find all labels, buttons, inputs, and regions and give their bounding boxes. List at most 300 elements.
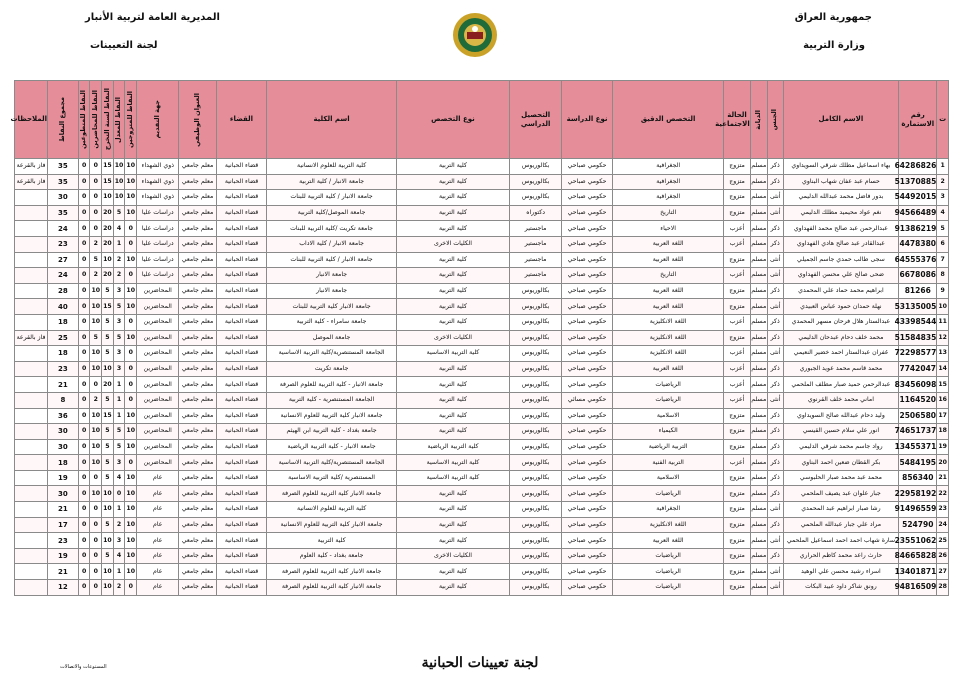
row-study-type: حكومي صباحي: [562, 502, 613, 518]
row-degree: بكالوريوس: [510, 470, 562, 486]
row-spec-type: كلية التربية: [396, 159, 509, 175]
row-points-average: 10: [113, 190, 125, 206]
row-job-title: معلم جامعي: [179, 361, 216, 377]
row-spec-type: كلية التربية: [396, 174, 509, 190]
row-college: كلية التربية للعلوم الانسانية: [267, 159, 396, 175]
row-spec-type: كلية التربية: [396, 424, 509, 440]
row-points-grad-year: 5: [102, 283, 114, 299]
row-total-points: 18: [48, 314, 79, 330]
row-gender: أنثى: [767, 564, 783, 580]
row-study-type: حكومي صباحي: [562, 439, 613, 455]
row-job-title: معلم جامعي: [179, 377, 216, 393]
row-points-married: 10: [125, 190, 137, 206]
row-religion: مسلم: [750, 346, 767, 362]
row-points-married: 10: [125, 159, 137, 175]
row-study-type: حكومي صباحي: [562, 517, 613, 533]
row-applicant-type: المحاضرين: [137, 408, 179, 424]
row-district: قضاء الحبانية: [216, 424, 267, 440]
row-points-grad-year: 5: [102, 346, 114, 362]
row-district: قضاء الحبانية: [216, 502, 267, 518]
row-applicant-type: دراسات عليا: [137, 221, 179, 237]
row-notes: [15, 314, 48, 330]
table-row: [15, 470, 949, 486]
row-specialty: الرياضيات: [612, 486, 723, 502]
row-points-married: 0: [125, 361, 137, 377]
row-job-title: معلم جامعي: [179, 221, 216, 237]
row-applicant-type: عام: [137, 517, 179, 533]
row-gender: ذكر: [767, 517, 783, 533]
row-seq: 13: [937, 346, 949, 362]
row-points-lecturers: 10: [90, 314, 102, 330]
row-applicant-type: عام: [137, 486, 179, 502]
row-spec-type: كلية التربية: [396, 408, 509, 424]
row-religion: مسلم: [750, 455, 767, 471]
row-marital: متزوج: [724, 439, 751, 455]
row-points-lecturers: 5: [90, 252, 102, 268]
row-points-lecturers: 10: [90, 299, 102, 315]
row-total-points: 35: [48, 174, 79, 190]
row-applicant-type: دراسات عليا: [137, 236, 179, 252]
row-points-married: 10: [125, 283, 137, 299]
row-gender: ذكر: [767, 455, 783, 471]
row-points-volunteers: 0: [78, 314, 90, 330]
table-row: [15, 252, 949, 268]
row-marital: متزوج: [724, 330, 751, 346]
row-religion: مسلم: [750, 236, 767, 252]
row-gender: أنثى: [767, 392, 783, 408]
row-points-grad-year: 10: [102, 252, 114, 268]
row-notes: فاز بالقرعة: [15, 174, 48, 190]
row-college: جامعة الانبار كلية التربية للبنات: [267, 299, 396, 315]
row-points-average: 5: [113, 330, 125, 346]
row-points-grad-year: 10: [102, 580, 114, 596]
row-points-lecturers: 0: [90, 159, 102, 175]
row-degree: بكالوريوس: [510, 361, 562, 377]
row-applicant-type: عام: [137, 580, 179, 596]
row-points-grad-year: 20: [102, 377, 114, 393]
row-points-married: 10: [125, 486, 137, 502]
table-row: [15, 502, 949, 518]
row-district: قضاء الحبانية: [216, 361, 267, 377]
row-degree: بكالوريوس: [510, 548, 562, 564]
row-applicant-type: ذوي الشهداء: [137, 174, 179, 190]
row-points-married: 10: [125, 299, 137, 315]
row-seq: 4: [937, 205, 949, 221]
row-points-volunteers: 0: [78, 517, 90, 533]
row-total-points: 23: [48, 361, 79, 377]
row-marital: متزوج: [724, 502, 751, 518]
row-seq: 20: [937, 455, 949, 471]
row-degree: بكالوريوس: [510, 486, 562, 502]
row-religion: مسلم: [750, 517, 767, 533]
row-spec-type: كلية التربية: [396, 377, 509, 393]
col-seq: ت: [937, 81, 949, 159]
row-applicant-type: عام: [137, 533, 179, 549]
table-row: [15, 377, 949, 393]
row-points-married: 10: [125, 533, 137, 549]
row-points-volunteers: 0: [78, 502, 90, 518]
row-seq: 8: [937, 268, 949, 284]
row-district: قضاء الحبانية: [216, 533, 267, 549]
row-total-points: 35: [48, 159, 79, 175]
row-form-no: 94816509: [899, 580, 937, 596]
row-form-no: 51584835: [899, 330, 937, 346]
row-points-grad-year: 5: [102, 424, 114, 440]
row-points-volunteers: 0: [78, 533, 90, 549]
row-spec-type: كلية التربية الرياضية: [396, 439, 509, 455]
row-applicant-type: المحاضرين: [137, 377, 179, 393]
row-specialty: الكيمياء: [612, 424, 723, 440]
row-gender: أنثى: [767, 268, 783, 284]
row-points-grad-year: 5: [102, 439, 114, 455]
row-degree: ماجستير: [510, 268, 562, 284]
row-notes: [15, 470, 48, 486]
row-district: قضاء الحبانية: [216, 252, 267, 268]
row-applicant-type: دراسات عليا: [137, 268, 179, 284]
row-full-name: حارث راعد محمد كاظم الحراري: [783, 548, 899, 564]
row-points-average: 3: [113, 346, 125, 362]
row-district: قضاء الحبانية: [216, 314, 267, 330]
row-points-married: 10: [125, 174, 137, 190]
row-points-lecturers: 10: [90, 346, 102, 362]
row-full-name: سجى طالب حمدي جاسم الجميلي: [783, 252, 899, 268]
row-applicant-type: المحاضرين: [137, 283, 179, 299]
row-full-name: بهاء اسماعيل مطلك شرقي السويداوي: [783, 159, 899, 175]
row-gender: أنثى: [767, 346, 783, 362]
row-points-grad-year: 10: [102, 533, 114, 549]
row-points-lecturers: 0: [90, 548, 102, 564]
row-district: قضاء الحبانية: [216, 580, 267, 596]
row-notes: [15, 252, 48, 268]
row-full-name: عبدالقادر عبد صالح هادي الفهداوي: [783, 236, 899, 252]
row-spec-type: كلية التربية: [396, 221, 509, 237]
row-points-married: 10: [125, 252, 137, 268]
row-points-lecturers: 0: [90, 377, 102, 393]
row-job-title: معلم جامعي: [179, 252, 216, 268]
row-points-lecturers: 0: [90, 564, 102, 580]
row-points-volunteers: 0: [78, 283, 90, 299]
row-seq: 14: [937, 361, 949, 377]
row-points-lecturers: 0: [90, 580, 102, 596]
row-points-volunteers: 0: [78, 205, 90, 221]
row-applicant-type: المحاضرين: [137, 299, 179, 315]
row-points-lecturers: 0: [90, 221, 102, 237]
table-row: [15, 486, 949, 502]
row-points-grad-year: 5: [102, 455, 114, 471]
col-notes: الملاحظات: [15, 81, 48, 159]
row-spec-type: كلية التربية الاساسية: [396, 346, 509, 362]
row-points-lecturers: 2: [90, 392, 102, 408]
row-total-points: 19: [48, 470, 79, 486]
row-job-title: معلم جامعي: [179, 486, 216, 502]
row-notes: فاز بالقرعة: [15, 159, 48, 175]
row-job-title: معلم جامعي: [179, 564, 216, 580]
row-points-grad-year: 5: [102, 314, 114, 330]
table-row: [15, 236, 949, 252]
row-full-name: محمد عبد محمد صبار الحلبوسي: [783, 470, 899, 486]
col-study-type: نوع الدراسة: [562, 81, 613, 159]
row-points-grad-year: 5: [102, 548, 114, 564]
row-points-grad-year: 5: [102, 330, 114, 346]
row-college: الجامعة المستنصرية/كلية التربية الاساسية: [267, 455, 396, 471]
row-applicant-type: ذوي الشهداء: [137, 190, 179, 206]
table-row: [15, 330, 949, 346]
table-row: [15, 159, 949, 175]
row-marital: أعزب: [724, 314, 751, 330]
row-study-type: حكومي صباحي: [562, 470, 613, 486]
row-spec-type: الكليات الاخرى: [396, 330, 509, 346]
row-total-points: 25: [48, 330, 79, 346]
row-seq: 3: [937, 190, 949, 206]
row-full-name: عبدالرحمن عبد صالح محمد الفهداوي: [783, 221, 899, 237]
row-college: جامعة الانبار: [267, 268, 396, 284]
row-points-volunteers: 0: [78, 455, 90, 471]
row-notes: [15, 439, 48, 455]
table-row: [15, 346, 949, 362]
row-college: جامعة الانبار / كلية التربية للبنات: [267, 252, 396, 268]
row-seq: 12: [937, 330, 949, 346]
row-college: جامعة الانبار: [267, 283, 396, 299]
row-district: قضاء الحبانية: [216, 392, 267, 408]
row-form-no: 856340: [899, 470, 937, 486]
row-seq: 25: [937, 533, 949, 549]
table-row: [15, 392, 949, 408]
col-marital: الحالة الاجتماعية: [724, 81, 751, 159]
row-form-no: 94566489: [899, 205, 937, 221]
row-applicant-type: المحاضرين: [137, 439, 179, 455]
row-religion: مسلم: [750, 502, 767, 518]
row-gender: ذكر: [767, 424, 783, 440]
row-specialty: الاسلامية: [612, 408, 723, 424]
row-college: الجامعة المستنصرية - كلية التربية: [267, 392, 396, 408]
row-points-volunteers: 0: [78, 439, 90, 455]
row-points-volunteers: 0: [78, 392, 90, 408]
row-college: جامعة الانبار كلية التربية للعلوم الانسانية: [267, 408, 396, 424]
row-points-average: 1: [113, 377, 125, 393]
row-points-grad-year: 10: [102, 361, 114, 377]
row-full-name: اماني محمد خلف القرنوي: [783, 392, 899, 408]
col-spec-type: نوع التخصص: [396, 81, 509, 159]
row-study-type: حكومي صباحي: [562, 346, 613, 362]
row-seq: 9: [937, 283, 949, 299]
row-specialty: التاريخ: [612, 268, 723, 284]
row-specialty: التربية الفنية: [612, 455, 723, 471]
row-points-grad-year: 5: [102, 392, 114, 408]
row-religion: مسلم: [750, 580, 767, 596]
row-notes: فاز بالقرعة: [15, 330, 48, 346]
header-ministry-country: جمهورية العراق: [794, 12, 872, 23]
row-study-type: حكومي صباحي: [562, 174, 613, 190]
row-specialty: الرياضيات: [612, 392, 723, 408]
row-points-married: 10: [125, 548, 137, 564]
row-spec-type: كلية التربية: [396, 392, 509, 408]
row-notes: [15, 533, 48, 549]
table-row: [15, 268, 949, 284]
row-points-average: 5: [113, 299, 125, 315]
row-college: الجامعة المستنصرية/كلية التربية الاساسية: [267, 346, 396, 362]
row-points-average: 3: [113, 533, 125, 549]
row-points-volunteers: 0: [78, 159, 90, 175]
header-committee: لجنة التعيينات: [90, 40, 158, 51]
row-job-title: معلم جامعي: [179, 236, 216, 252]
row-district: قضاء الحبانية: [216, 299, 267, 315]
row-study-type: حكومي صباحي: [562, 580, 613, 596]
row-study-type: حكومي صباحي: [562, 299, 613, 315]
row-district: قضاء الحبانية: [216, 564, 267, 580]
row-notes: [15, 236, 48, 252]
table-row: [15, 455, 949, 471]
row-points-lecturers: 10: [90, 283, 102, 299]
row-total-points: 18: [48, 455, 79, 471]
row-applicant-type: المحاضرين: [137, 455, 179, 471]
row-notes: [15, 392, 48, 408]
row-degree: بكالوريوس: [510, 174, 562, 190]
row-applicant-type: عام: [137, 502, 179, 518]
row-total-points: 28: [48, 283, 79, 299]
row-job-title: معلم جامعي: [179, 392, 216, 408]
row-job-title: معلم جامعي: [179, 314, 216, 330]
row-points-average: 2: [113, 517, 125, 533]
row-marital: أعزب: [724, 455, 751, 471]
row-points-average: 4: [113, 470, 125, 486]
row-notes: [15, 502, 48, 518]
row-degree: بكالوريوس: [510, 299, 562, 315]
row-applicant-type: ذوي الشهداء: [137, 159, 179, 175]
row-job-title: معلم جامعي: [179, 190, 216, 206]
row-study-type: حكومي صباحي: [562, 330, 613, 346]
row-full-name: عبدالستار هلال فرحان مسهر المحمدي: [783, 314, 899, 330]
row-seq: 28: [937, 580, 949, 596]
footer-note: المستوعات والاتصالات: [60, 664, 107, 670]
row-notes: [15, 548, 48, 564]
row-district: قضاء الحبانية: [216, 174, 267, 190]
row-seq: 15: [937, 377, 949, 393]
row-religion: مسلم: [750, 361, 767, 377]
row-job-title: معلم جامعي: [179, 205, 216, 221]
row-total-points: 30: [48, 486, 79, 502]
row-gender: ذكر: [767, 314, 783, 330]
row-college: جامعة الانبار كلية التربية للعلوم الصرفة: [267, 580, 396, 596]
row-seq: 16: [937, 392, 949, 408]
row-gender: ذكر: [767, 221, 783, 237]
row-points-volunteers: 0: [78, 486, 90, 502]
row-study-type: حكومي صباحي: [562, 252, 613, 268]
row-full-name: مراد علي جبار عبدالله الملحمي: [783, 517, 899, 533]
row-points-volunteers: 0: [78, 548, 90, 564]
row-religion: مسلم: [750, 533, 767, 549]
row-gender: ذكر: [767, 330, 783, 346]
row-marital: متزوج: [724, 174, 751, 190]
row-applicant-type: المحاضرين: [137, 392, 179, 408]
row-seq: 2: [937, 174, 949, 190]
row-points-lecturers: 0: [90, 174, 102, 190]
row-specialty: التاريخ: [612, 205, 723, 221]
row-total-points: 23: [48, 236, 79, 252]
row-points-lecturers: 2: [90, 268, 102, 284]
row-points-grad-year: 20: [102, 221, 114, 237]
row-gender: ذكر: [767, 361, 783, 377]
row-form-no: 22958192: [899, 486, 937, 502]
table-row: [15, 190, 949, 206]
row-marital: أعزب: [724, 221, 751, 237]
row-applicant-type: المحاضرين: [137, 330, 179, 346]
row-specialty: الجغرافية: [612, 190, 723, 206]
row-points-average: 2: [113, 268, 125, 284]
col-form-no: رقم الاستمارة: [899, 81, 937, 159]
row-college: كلية التربية: [267, 533, 396, 549]
col-points-grad-year: النقاط لسنة التخرج: [102, 81, 114, 159]
row-form-no: 23551062: [899, 533, 937, 549]
row-points-grad-year: 15: [102, 174, 114, 190]
row-degree: بكالوريوس: [510, 580, 562, 596]
row-college: جامعة الانبار كلية التربية للعلوم الانسانية: [267, 517, 396, 533]
row-job-title: معلم جامعي: [179, 299, 216, 315]
table-row: [15, 424, 949, 440]
table-row: [15, 408, 949, 424]
table-row: [15, 439, 949, 455]
row-specialty: اللغة العربية: [612, 299, 723, 315]
row-district: قضاء الحبانية: [216, 346, 267, 362]
row-points-grad-year: 20: [102, 205, 114, 221]
row-spec-type: كلية التربية: [396, 205, 509, 221]
row-job-title: معلم جامعي: [179, 424, 216, 440]
row-total-points: 12: [48, 580, 79, 596]
row-form-no: 13401871: [899, 564, 937, 580]
table-row: [15, 174, 949, 190]
row-points-married: 0: [125, 455, 137, 471]
row-specialty: الرياضيات: [612, 377, 723, 393]
row-district: قضاء الحبانية: [216, 205, 267, 221]
row-degree: بكالوريوس: [510, 455, 562, 471]
row-spec-type: كلية التربية: [396, 580, 509, 596]
row-religion: مسلم: [750, 205, 767, 221]
row-points-average: 5: [113, 439, 125, 455]
row-points-volunteers: 0: [78, 564, 90, 580]
row-seq: 23: [937, 502, 949, 518]
row-college: جامعة الموصل: [267, 330, 396, 346]
row-specialty: اللغة العربية: [612, 533, 723, 549]
row-points-grad-year: 10: [102, 190, 114, 206]
row-job-title: معلم جامعي: [179, 548, 216, 564]
row-points-average: 3: [113, 455, 125, 471]
row-study-type: حكومي صباحي: [562, 314, 613, 330]
row-marital: متزوج: [724, 283, 751, 299]
row-college: جامعة الانبار كلية التربية للعلوم الصرفة: [267, 564, 396, 580]
table-row: [15, 548, 949, 564]
row-study-type: حكومي صباحي: [562, 159, 613, 175]
row-notes: [15, 455, 48, 471]
row-district: قضاء الحبانية: [216, 268, 267, 284]
row-job-title: معلم جامعي: [179, 408, 216, 424]
row-college: جامعة الموصل/كلية التربية: [267, 205, 396, 221]
row-district: قضاء الحبانية: [216, 159, 267, 175]
row-points-average: 1: [113, 392, 125, 408]
row-full-name: محمد خلف دحام عبدحان الدليمي: [783, 330, 899, 346]
row-district: قضاء الحبانية: [216, 190, 267, 206]
row-points-married: 0: [125, 580, 137, 596]
row-form-no: 6678086: [899, 268, 937, 284]
row-study-type: حكومي صباحي: [562, 205, 613, 221]
row-degree: ماجستير: [510, 252, 562, 268]
row-study-type: حكومي صباحي: [562, 486, 613, 502]
row-marital: متزوج: [724, 486, 751, 502]
row-points-average: 2: [113, 252, 125, 268]
table-row: [15, 299, 949, 315]
row-applicant-type: المحاضرين: [137, 361, 179, 377]
row-spec-type: كلية التربية: [396, 502, 509, 518]
row-specialty: الرياضيات: [612, 580, 723, 596]
table-row: [15, 283, 949, 299]
